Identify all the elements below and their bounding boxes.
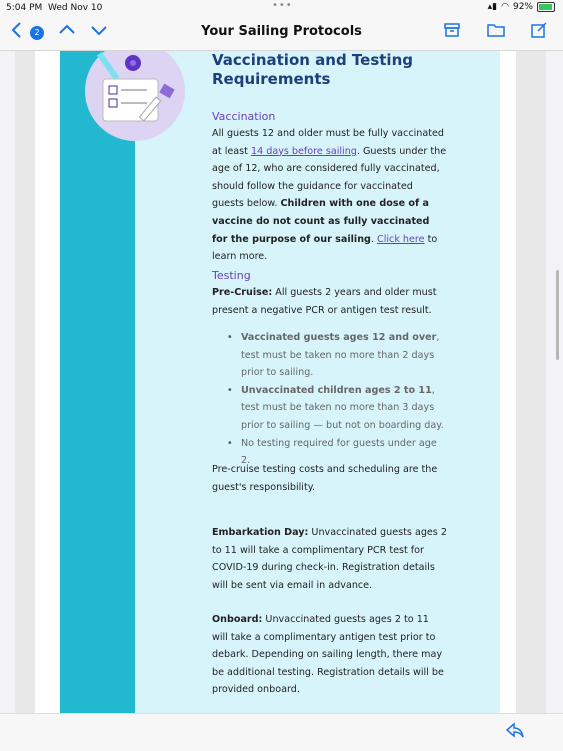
vaccine-illustration [85, 51, 185, 141]
right-margin [516, 51, 546, 713]
left-margin [15, 51, 35, 713]
click-here-link[interactable]: Click here [377, 233, 425, 245]
multitasking-dots[interactable]: ••• [272, 0, 293, 11]
testing-heading: Testing [212, 269, 251, 282]
scrollbar[interactable] [556, 270, 559, 360]
list-item: • No testing required for guests under age 2. [227, 435, 447, 470]
status-right [488, 2, 555, 12]
status-time: 5:04 PM Wed Nov 10 [6, 3, 103, 13]
vaccination-paragraph: All guests 12 and older must be fully vaccinated at least 14 days before sailing. Guests under the age of 12, who are considered fully vaccinated, should follow the guidance for vaccinated guests below. Children with one dose of a vaccine do not count as fully vaccinated for the purpose of our sailing. Click here to learn more. [212, 128, 447, 263]
section-title: Vaccination and Testing Requirements [212, 51, 413, 88]
page-title: Your Sailing Protocols [201, 24, 362, 39]
precruise-paragraph: Pre-Cruise: All guests 2 years and older must present a negative PCR or antigen test result. [212, 287, 437, 316]
signal-icon: ▴▮ [487, 2, 498, 12]
14-days-link[interactable]: 14 days before sailing [250, 145, 357, 157]
battery-percent: 92% [512, 2, 533, 12]
email-body[interactable] [15, 51, 546, 713]
embarkation-paragraph: Embarkation Day: Unvaccinated guests ages 2 to 11 will take a complimentary PCR test for COVID-19 during check-in. Registration details will be sent via email in advance. [212, 527, 447, 591]
bottom-toolbar [0, 713, 563, 751]
folder-icon[interactable] [486, 21, 506, 45]
archive-icon[interactable] [443, 21, 461, 45]
list-item: • Vaccinated guests ages 12 and over, test must be taken no more than 2 days prior to sailing. [227, 329, 447, 382]
costs-paragraph: Pre-cruise testing costs and scheduling are the guest's responsibility. [212, 464, 438, 493]
vaccination-heading: Vaccination [212, 110, 276, 123]
battery-icon [537, 2, 555, 12]
onboard-paragraph: Onboard: Unvaccinated guests ages 2 to 11 will take a complimentary antigen test prior to debark. Depending on sailing length, there may be additional testing. Registration details will be provided onboard. [212, 614, 444, 696]
status-bar [0, 0, 563, 16]
reply-icon[interactable] [505, 721, 525, 744]
list-item: • Unvaccinated children ages 2 to 11, test must be taken no more than 3 days prior to sailing — but not on boarding day. [227, 382, 447, 435]
teal-stripe [60, 51, 135, 713]
wifi-icon: ◠ [501, 2, 509, 12]
unread-badge: 2 [30, 26, 44, 40]
mail-toolbar [0, 16, 563, 51]
compose-icon[interactable] [530, 21, 548, 45]
testing-bullets [227, 329, 447, 470]
